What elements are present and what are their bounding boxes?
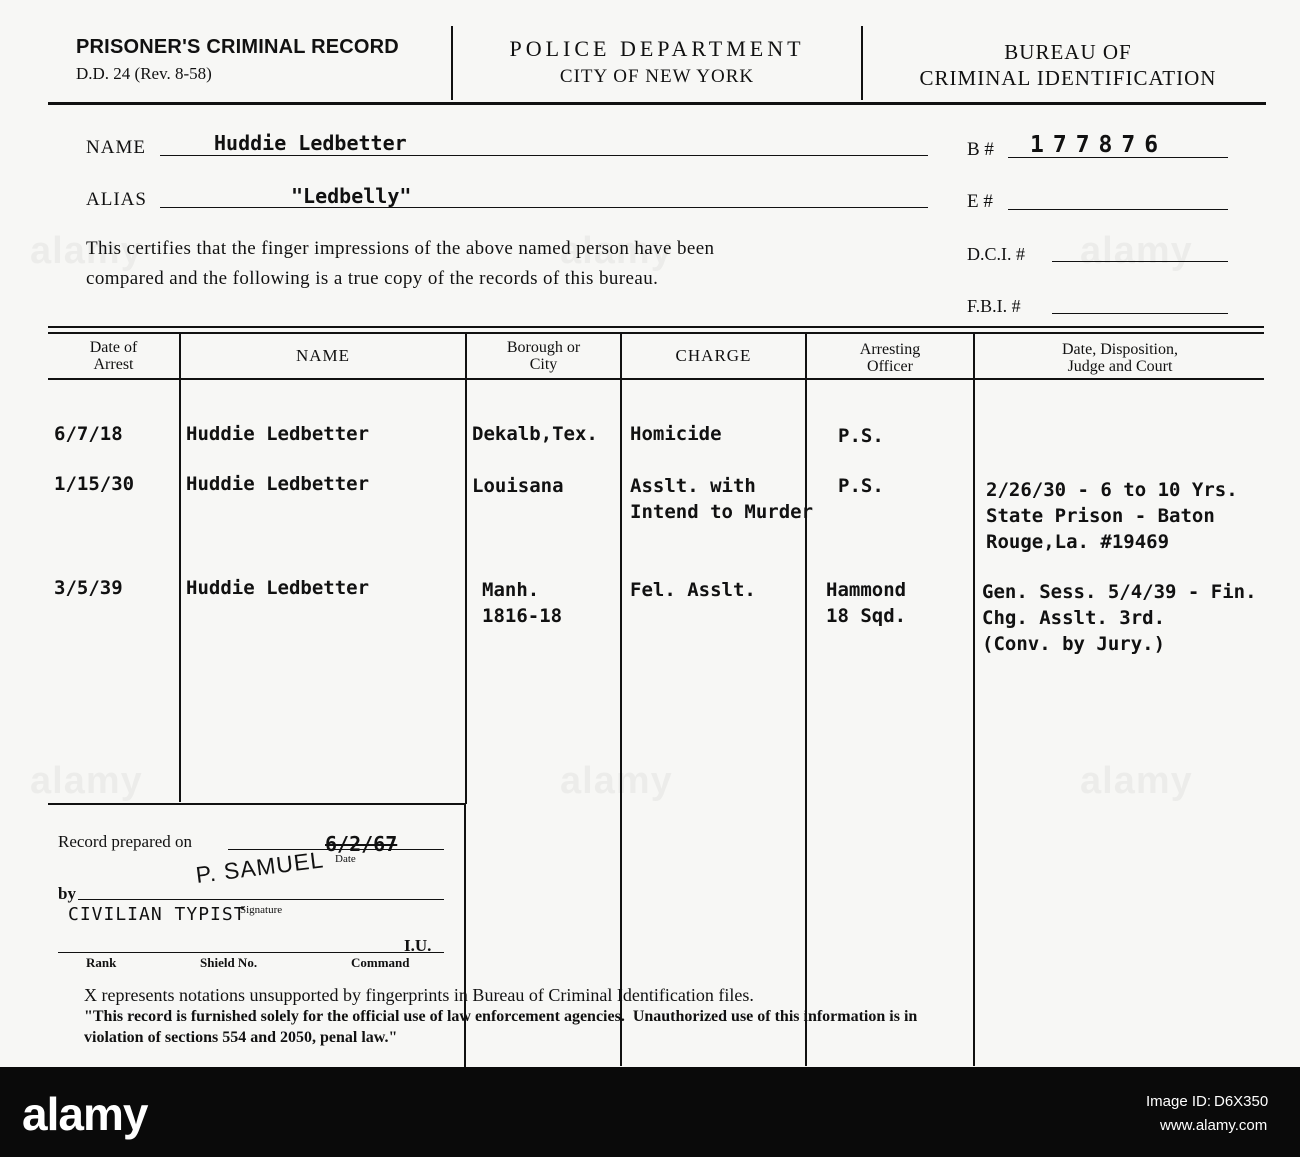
box-top-rule: [48, 803, 466, 805]
certification-text-line2: compared and the following is a true copy of the records of this bureau.: [86, 268, 659, 289]
row-name: Huddie Ledbetter: [186, 577, 370, 599]
usage-note-line1: "This record is furnished solely for the official use of law enforcement agencies. Unauthorized use of this information is in: [84, 1008, 918, 1025]
box-right-rule: [464, 803, 466, 1068]
bureau-name: BUREAU OF: [1004, 40, 1132, 64]
header-underline: [48, 378, 1264, 380]
col-header-name: NAME: [295, 346, 351, 365]
col-header-officer-line2: Officer: [867, 358, 913, 375]
column-divider: [620, 334, 622, 1066]
form-title: PRISONER'S CRIMINAL RECORD: [76, 36, 399, 58]
name-underline: [160, 155, 928, 156]
certification-text-line1: This certifies that the finger impressions of the above named person have been: [86, 238, 715, 259]
watermark: [560, 760, 673, 803]
prepared-date-value: 6/2/67: [325, 832, 398, 856]
row-name: Huddie Ledbetter: [186, 473, 370, 495]
signature-caption: Signature: [240, 904, 283, 916]
name-label: NAME: [86, 137, 146, 158]
e-number-label: E #: [967, 191, 993, 212]
col-header-officer: [807, 341, 973, 375]
fbi-number-underline: [1052, 313, 1228, 314]
row-name: Huddie Ledbetter: [186, 423, 370, 445]
row-officer: P.S.: [838, 475, 884, 497]
form-number: D.D. 24 (Rev. 8-58): [76, 64, 212, 83]
usage-note-line2: violation of sections 554 and 2050, penal law.": [84, 1029, 398, 1046]
row-disposition: 2/26/30 - 6 to 10 Yrs. State Prison - Baton Rouge,La. #19469: [986, 479, 1238, 553]
col-header-disposition-line2: Judge and Court: [1067, 358, 1173, 375]
notation-note: X represents notations unsupported by fingerprints in Bureau of Criminal Identification files.: [84, 985, 754, 1005]
command-label: Command: [351, 955, 410, 970]
rank-label: Rank: [86, 955, 117, 970]
table-top-rule: [48, 326, 1264, 328]
record-prepared-label: Record prepared on: [58, 832, 193, 851]
bureau-subtitle: CRIMINAL IDENTIFICATION: [919, 66, 1217, 90]
by-label: by: [58, 884, 76, 903]
row-borough: Manh. 1816-18: [482, 579, 563, 627]
department-name: POLICE DEPARTMENT: [509, 36, 805, 61]
shield-label: Shield No.: [200, 955, 258, 970]
row-charge: Fel. Asslt.: [630, 579, 756, 601]
col-header-date-line1: Date of: [89, 339, 138, 356]
row-officer: Hammond 18 Sqd.: [826, 579, 907, 627]
alamy-url: www.alamy.com: [1160, 1117, 1268, 1134]
typist-text: CIVILIAN TYPIST: [68, 904, 246, 925]
col-header-borough: [467, 339, 620, 373]
col-header-borough-line2: City: [529, 356, 558, 373]
table-top-rule: [48, 332, 1264, 334]
by-underline: [78, 899, 444, 900]
alias-value: "Ledbelly": [291, 184, 412, 208]
row-date: 1/15/30: [54, 473, 135, 495]
stock-banner: [0, 1067, 1300, 1157]
col-header-date-line2: Arrest: [93, 356, 134, 373]
row-disposition: Gen. Sess. 5/4/39 - Fin. Chg. Asslt. 3rd. (Conv. by Jury.): [982, 581, 1257, 655]
col-header-borough-line1: Borough or: [506, 339, 581, 356]
b-number-label: B #: [967, 139, 994, 160]
watermark: [1080, 230, 1193, 273]
rank-underline: [58, 952, 444, 953]
column-divider: [805, 334, 807, 1066]
watermark: [30, 760, 143, 803]
date-caption: Date: [335, 853, 356, 865]
watermark: [1080, 760, 1193, 803]
col-header-charge: CHARGE: [675, 346, 752, 365]
dci-number-label: D.C.I. #: [967, 244, 1025, 264]
signature-stamp: P. SAMUEL: [194, 846, 326, 888]
name-value: Huddie Ledbetter: [214, 131, 407, 155]
col-header-disposition: [975, 341, 1265, 375]
image-id-value: D6X350: [1214, 1093, 1269, 1110]
e-number-underline: [1008, 209, 1228, 210]
command-value: I.U.: [404, 936, 432, 955]
row-charge: Homicide: [630, 423, 722, 445]
col-header-disposition-line1: Date, Disposition,: [1062, 341, 1178, 358]
alamy-logo: alamy: [22, 1088, 148, 1140]
column-divider: [973, 334, 975, 1066]
row-date: 6/7/18: [54, 423, 123, 445]
department-city: CITY OF NEW YORK: [559, 66, 755, 87]
row-borough: Louisana: [472, 475, 564, 497]
image-id-label: Image ID:: [1146, 1093, 1212, 1110]
row-officer: P.S.: [838, 425, 884, 447]
alias-label: ALIAS: [86, 189, 147, 210]
dci-number-underline: [1052, 261, 1228, 262]
row-date: 3/5/39: [54, 577, 123, 599]
column-divider: [465, 334, 467, 804]
alias-underline: [160, 207, 928, 208]
col-header-date: [48, 339, 179, 373]
fbi-number-label: F.B.I. #: [967, 296, 1021, 316]
header-rule: [48, 102, 1266, 105]
b-number-value: 177876: [1030, 132, 1168, 158]
column-divider: [179, 334, 181, 802]
row-charge: Asslt. with Intend to Murder: [630, 475, 814, 523]
col-header-officer-line1: Arresting: [859, 341, 921, 358]
row-borough: Dekalb,Tex.: [472, 423, 598, 445]
